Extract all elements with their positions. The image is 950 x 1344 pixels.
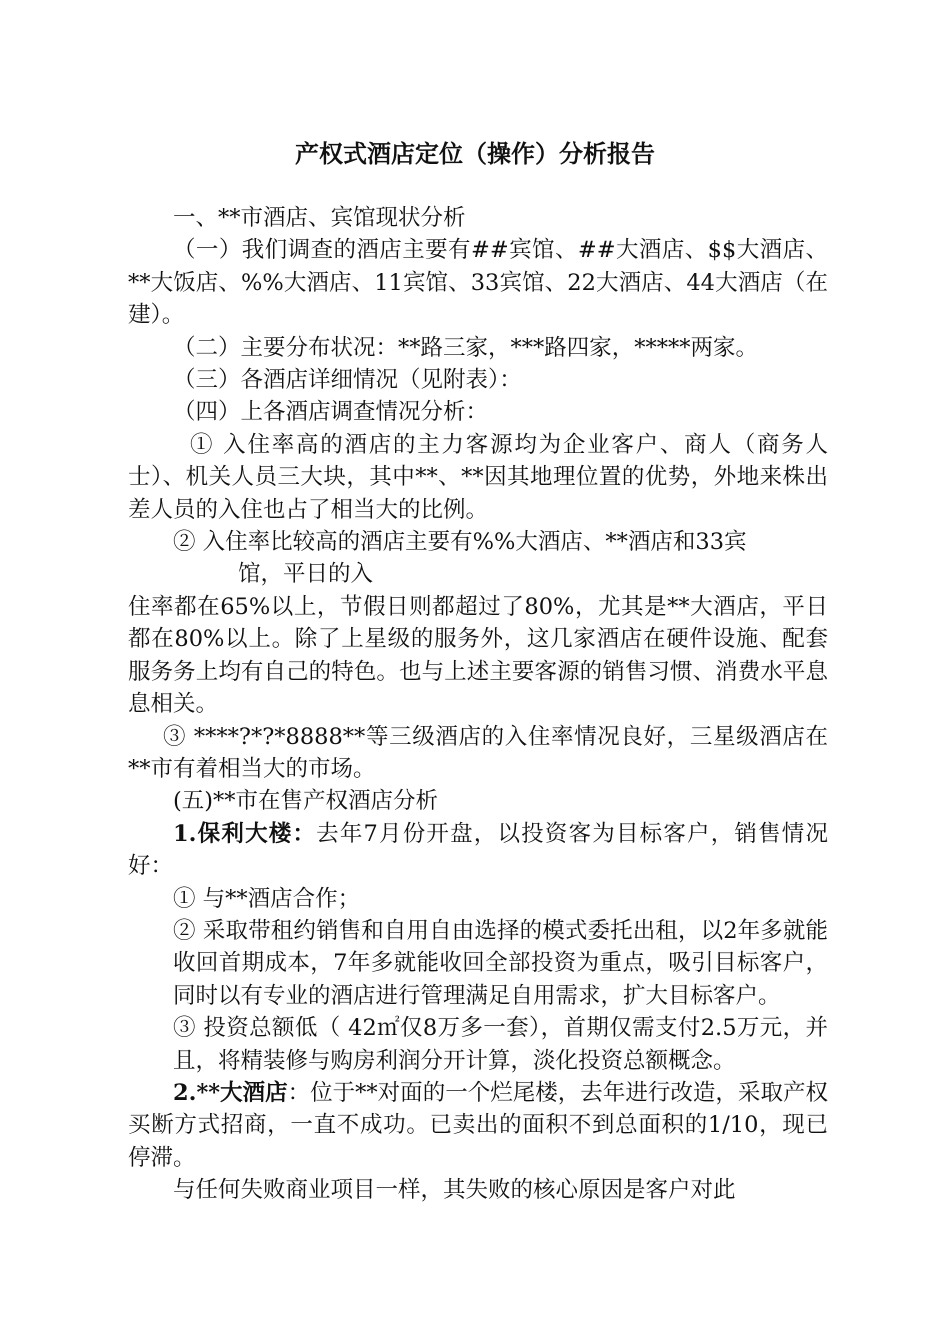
paragraph-analysis-heading: （四）上各酒店调查情况分析： [173,399,489,426]
paragraph-occupancy: 住率都在65%以上，节假日则都超过了80%，尤其是**大酒店，平日都在80%以上。除了上星级的服务外，这几家酒店在硬件设施、配套服务务上均有自己的特色。也与上述主要客源的销售习惯、消费水平息息相关。 [128,593,828,718]
paragraph-details: （三）各酒店详细情况（见附表）： [173,367,522,394]
paragraph-poly-point-2: ② 采取带租约销售和自用自由选择的模式委托出租，以2年多就能收回首期成本，7年多就能收回全部投资为重点，吸引目标客户，同时以有专业的酒店进行管理满足自用需求，扩大目标客户。 [173,917,828,1009]
paragraph-poly-point-1: ① 与**酒店合作； [173,885,361,912]
document-body [128,202,828,1207]
hotel-2-label: 2.**大酒店 [173,1079,288,1106]
paragraph-analysis-3: ③ ****?*?*8888**等三级酒店的入住率情况良好，三星级酒店在**市有着相当大的市场。 [128,723,828,782]
paragraph-failure-reason: 与任何失败商业项目一样，其失败的核心原因是客户对此 [173,1177,736,1204]
section-heading-1: 一、**市酒店、宾馆现状分析 [173,205,466,231]
paragraph-analysis-2 [128,526,828,591]
paragraph-hotel-2 [128,1077,828,1174]
paragraph-hotels-surveyed: （一）我们调查的酒店主要有##宾馆、##大酒店、$$大酒店、**大饭店、%%大酒店、11宾馆、33宾馆、22大酒店、44大酒店（在建）。 [128,237,828,329]
poly-building-text: 去年7月份开盘，以投资客为目标客户，销售情况好： [128,820,828,880]
document-title: 产权式酒店定位（操作）分析报告 [295,139,655,168]
paragraph-poly-point-3: ③ 投资总额低（ 42㎡仅8万多一套），首期仅需支付2.5万元，并且，将精装修与购房利润分开计算，淡化投资总额概念。 [173,1015,828,1074]
poly-building-label: 1.保利大楼： [173,820,317,847]
section-heading-5: (五)**市在售产权酒店分析 [173,788,439,815]
paragraph-poly-building [128,818,828,883]
paragraph-analysis-2-tail: 馆，平日的入 [238,561,374,588]
hotel-2-text: ：位于**对面的一个烂尾楼，去年进行改造，采取产权买断方式招商，一直不成功。已卖出的面积不到总面积的1/10，现已停滞。 [128,1079,828,1171]
paragraph-distribution: （二）主要分布状况：**路三家，***路四家，*****两家。 [173,334,759,361]
paragraph-analysis-1: ① 入住率高的酒店的主力客源均为企业客户、商人（商务人士）、机关人员三大块，其中**、**因其地理位置的优势，外地来株出差人员的入住也占了相当大的比例。 [128,431,828,523]
paragraph-analysis-2-line: ② 入住率比较高的酒店主要有%%大酒店、**酒店和33宾 [173,529,747,556]
